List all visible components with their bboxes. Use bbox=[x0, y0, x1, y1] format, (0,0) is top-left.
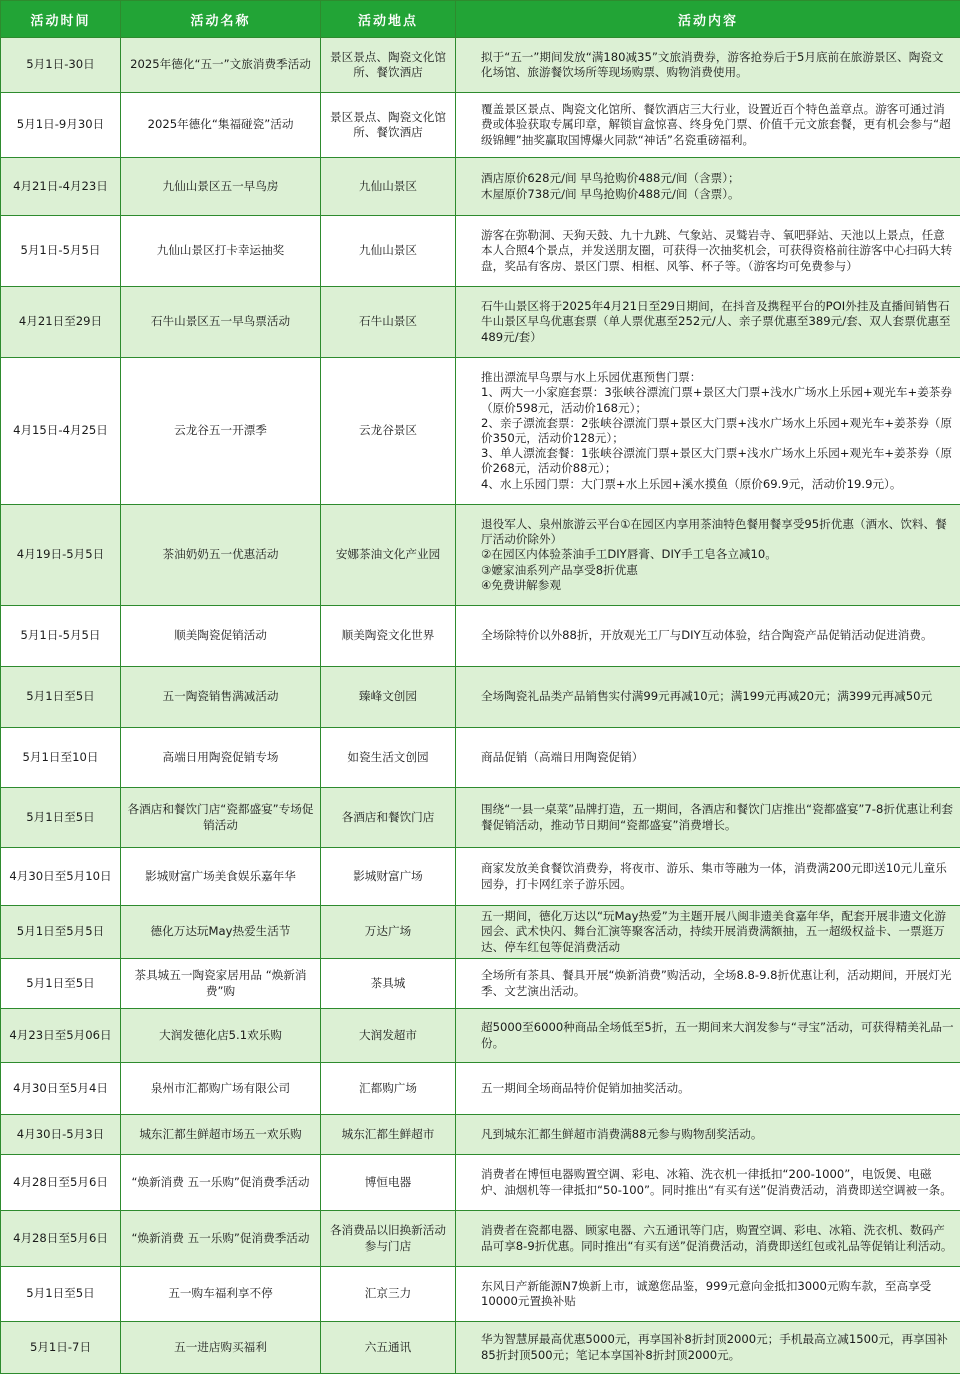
cell-location: 如瓷生活文创园 bbox=[321, 728, 456, 788]
cell-time: 4月23日至5月06日 bbox=[1, 1009, 121, 1063]
cell-name: 茶具城五一陶瓷家居用品 “焕新消费”购 bbox=[121, 959, 321, 1009]
table-row bbox=[1, 1211, 960, 1267]
table-row bbox=[1, 848, 960, 906]
cell-location: 各酒店和餐饮门店 bbox=[321, 788, 456, 848]
header-name: 活动名称 bbox=[121, 1, 321, 38]
cell-location: 石牛山景区 bbox=[321, 287, 456, 358]
cell-name: 九仙山景区五一早鸟房 bbox=[121, 158, 321, 216]
cell-content: 华为智慧屏最高优惠5000元，再享国补8折封顶2000元；手机最高立减1500元，再享国补85折封顶500元；笔记本享国补8折封顶2000元。 bbox=[456, 1322, 960, 1374]
cell-location: 景区景点、陶瓷文化馆所、餐饮酒店 bbox=[321, 38, 456, 93]
cell-time: 5月1日至10日 bbox=[1, 728, 121, 788]
table-row bbox=[1, 906, 960, 959]
cell-time: 5月1日至5日 bbox=[1, 788, 121, 848]
table-row bbox=[1, 287, 960, 358]
cell-content: 五一期间，德化万达以“玩May热爱”为主题开展八闽非遗美食嘉年华，配套开展非遗文化游园会、武术快闪、舞台汇演等聚客活动，持续开展消费满额抽，五一超级权益卡、一票逛万达、停车红包等促消费活动 bbox=[456, 906, 960, 959]
table-row bbox=[1, 158, 960, 216]
table-row bbox=[1, 788, 960, 848]
cell-content: 超5000至6000种商品全场低至5折，五一期间来大润发参与“寻宝”活动，可获得精美礼品一份。 bbox=[456, 1009, 960, 1063]
cell-location: 博恒电器 bbox=[321, 1155, 456, 1211]
table-row bbox=[1, 216, 960, 287]
cell-name: 2025年德化“集福碰瓷”活动 bbox=[121, 93, 321, 158]
cell-time: 5月1日-5月5日 bbox=[1, 216, 121, 287]
cell-time: 5月1日至5日 bbox=[1, 667, 121, 728]
cell-location: 臻峰文创园 bbox=[321, 667, 456, 728]
cell-time: 4月30日至5月4日 bbox=[1, 1063, 121, 1115]
cell-name: 泉州市汇都购广场有限公司 bbox=[121, 1063, 321, 1115]
cell-content: 酒店原价628元/间 早鸟抢购价488元/间（含票）； 木屋原价738元/间 早鸟抢购价488元/间（含票）。 bbox=[456, 158, 960, 216]
cell-name: 各酒店和餐饮门店“瓷都盛宴”专场促销活动 bbox=[121, 788, 321, 848]
cell-name: 德化万达玩May热爱生活节 bbox=[121, 906, 321, 959]
table-row bbox=[1, 1322, 960, 1374]
cell-name: “焕新消费 五一乐购”促消费季活动 bbox=[121, 1211, 321, 1267]
cell-content: 退役军人、泉州旅游云平台①在园区内享用茶油特色餐用餐享受95折优惠（酒水、饮料、餐厅活动价除外） ②在园区内体验茶油手工DIY唇膏、DIY手工皂各立减10。 ③嬷家油系列产品享受8折优惠 ④免费讲解参观 bbox=[456, 505, 960, 606]
cell-content: 东风日产新能源N7焕新上市，诚邀您品鉴，999元意向金抵扣3000元购车款，至高享受10000元置换补贴 bbox=[456, 1267, 960, 1322]
cell-name: 九仙山景区打卡幸运抽奖 bbox=[121, 216, 321, 287]
cell-location: 各消费品以旧换新活动参与门店 bbox=[321, 1211, 456, 1267]
cell-location: 汇京三力 bbox=[321, 1267, 456, 1322]
table-body bbox=[1, 38, 960, 1374]
table-row bbox=[1, 728, 960, 788]
table-row bbox=[1, 1267, 960, 1322]
cell-time: 5月1日-5月5日 bbox=[1, 606, 121, 667]
cell-time: 4月19日-5月5日 bbox=[1, 505, 121, 606]
cell-location: 大润发超市 bbox=[321, 1009, 456, 1063]
cell-content: 全场所有茶具、餐具开展“焕新消费”购活动，全场8.8-9.8折优惠让利，活动期间，开展灯光季、文艺演出活动。 bbox=[456, 959, 960, 1009]
cell-name: 石牛山景区五一早鸟票活动 bbox=[121, 287, 321, 358]
cell-location: 安娜茶油文化产业园 bbox=[321, 505, 456, 606]
cell-name: 顺美陶瓷促销活动 bbox=[121, 606, 321, 667]
cell-time: 4月21日-4月23日 bbox=[1, 158, 121, 216]
cell-name: 五一购车福利享不停 bbox=[121, 1267, 321, 1322]
table-row bbox=[1, 1115, 960, 1155]
cell-time: 5月1日至5日 bbox=[1, 959, 121, 1009]
cell-location: 汇都购广场 bbox=[321, 1063, 456, 1115]
table-row bbox=[1, 1063, 960, 1115]
cell-name: 五一进店购买福利 bbox=[121, 1322, 321, 1374]
cell-content: 拟于“五一”期间发放“满180减35”文旅消费券，游客抢券后于5月底前在旅游景区、陶瓷文化场馆、旅游餐饮场所等现场购票、购物消费使用。 bbox=[456, 38, 960, 93]
cell-location: 九仙山景区 bbox=[321, 158, 456, 216]
table-row bbox=[1, 1155, 960, 1211]
cell-content: 石牛山景区将于2025年4月21日至29日期间，在抖音及携程平台的POI外挂及直播间销售石牛山景区早鸟优惠套票（单人票优惠至252元/人、亲子票优惠至389元/套、双人套票优惠至489元/套） bbox=[456, 287, 960, 358]
cell-time: 4月15日-4月25日 bbox=[1, 358, 121, 505]
cell-name: “焕新消费 五一乐购”促消费季活动 bbox=[121, 1155, 321, 1211]
cell-content: 凡到城东汇都生鲜超市消费满88元参与购物刮奖活动。 bbox=[456, 1115, 960, 1155]
header-row bbox=[1, 1, 960, 38]
cell-content: 五一期间全场商品特价促销加抽奖活动。 bbox=[456, 1063, 960, 1115]
cell-location: 九仙山景区 bbox=[321, 216, 456, 287]
cell-content: 全场除特价以外88折，开放观光工厂与DIY互动体验，结合陶瓷产品促销活动促进消费。 bbox=[456, 606, 960, 667]
cell-name: 大润发德化店5.1欢乐购 bbox=[121, 1009, 321, 1063]
cell-time: 5月1日至5日 bbox=[1, 1267, 121, 1322]
header-time: 活动时间 bbox=[1, 1, 121, 38]
cell-content: 覆盖景区景点、陶瓷文化馆所、餐饮酒店三大行业，设置近百个特色盖章点。游客可通过消费或体验获取专属印章，解锁盲盒惊喜、终身免门票、价值千元文旅套餐，更有机会参与“超级锦鲤”抽奖赢取国博爆火同款“神话”名瓷重磅福利。 bbox=[456, 93, 960, 158]
table-row bbox=[1, 959, 960, 1009]
cell-content: 全场陶瓷礼品类产品销售实付满99元再减10元；满199元再减20元；满399元再减50元 bbox=[456, 667, 960, 728]
cell-time: 5月1日-7日 bbox=[1, 1322, 121, 1374]
cell-content: 商家发放美食餐饮消费券，将夜市、游乐、集市等融为一体，消费满200元即送10元儿童乐园券，打卡网红亲子游乐园。 bbox=[456, 848, 960, 906]
table-row bbox=[1, 38, 960, 93]
header-location: 活动地点 bbox=[321, 1, 456, 38]
cell-name: 云龙谷五一开漂季 bbox=[121, 358, 321, 505]
cell-location: 六五通讯 bbox=[321, 1322, 456, 1374]
table-row bbox=[1, 667, 960, 728]
cell-time: 5月1日-9月30日 bbox=[1, 93, 121, 158]
cell-name: 茶油奶奶五一优惠活动 bbox=[121, 505, 321, 606]
cell-content: 消费者在瓷都电器、顾家电器、六五通讯等门店，购置空调、彩电、冰箱、洗衣机、数码产品可享8-9折优惠。同时推出“有买有送”促消费活动，消费即送红包或礼品等促销让利活动。 bbox=[456, 1211, 960, 1267]
cell-time: 4月30日-5月3日 bbox=[1, 1115, 121, 1155]
cell-time: 4月28日至5月6日 bbox=[1, 1211, 121, 1267]
table-row bbox=[1, 606, 960, 667]
table-row bbox=[1, 358, 960, 505]
cell-name: 2025年德化“五一”文旅消费季活动 bbox=[121, 38, 321, 93]
cell-location: 景区景点、陶瓷文化馆所、餐饮酒店 bbox=[321, 93, 456, 158]
cell-time: 5月1日-30日 bbox=[1, 38, 121, 93]
header-content: 活动内容 bbox=[456, 1, 960, 38]
cell-time: 4月28日至5月6日 bbox=[1, 1155, 121, 1211]
table-row bbox=[1, 1009, 960, 1063]
cell-time: 4月30日至5月10日 bbox=[1, 848, 121, 906]
cell-content: 消费者在博恒电器购置空调、彩电、冰箱、洗衣机一律抵扣“200-1000”，电饭煲、电磁炉、油烟机等一律抵扣“50-100”。同时推出“有买有送”促消费活动，消费即送空调被一条。 bbox=[456, 1155, 960, 1211]
cell-content: 围绕“一县一桌菜”品牌打造，五一期间，各酒店和餐饮门店推出“瓷都盛宴”7-8折优惠让利套餐促销活动，推动节日期间“瓷都盛宴”消费增长。 bbox=[456, 788, 960, 848]
cell-content: 推出漂流早鸟票与水上乐园优惠预售门票： 1、两大一小家庭套票：3张峡谷漂流门票+景区大门票+浅水广场水上乐园+观光车+姜茶券（原价598元，活动价168元）； 2、亲子漂流套票：2张峡谷漂流门票+景区大门票+浅水广场水上乐园+观光车+姜茶券（原价350元，活动价128元）； 3、单人漂流套餐：1张峡谷漂流门票+景区大门票+浅水广场水上乐园+观光车+姜茶券（原价268元，活动价88元）； 4、水上乐园门票：大门票+水上乐园+溪水摸鱼（原价69.9元，活动价19.9元）。 bbox=[456, 358, 960, 505]
cell-content: 商品促销（高端日用陶瓷促销） bbox=[456, 728, 960, 788]
cell-location: 影城财富广场 bbox=[321, 848, 456, 906]
cell-time: 4月21日至29日 bbox=[1, 287, 121, 358]
cell-name: 高端日用陶瓷促销专场 bbox=[121, 728, 321, 788]
table-row bbox=[1, 505, 960, 606]
cell-location: 城东汇都生鲜超市 bbox=[321, 1115, 456, 1155]
cell-name: 五一陶瓷销售满减活动 bbox=[121, 667, 321, 728]
cell-location: 茶具城 bbox=[321, 959, 456, 1009]
cell-location: 万达广场 bbox=[321, 906, 456, 959]
cell-name: 城东汇都生鲜超市场五一欢乐购 bbox=[121, 1115, 321, 1155]
cell-content: 游客在弥勒洞、天狗天鼓、九十九跳、气象站、灵鹫岩寺、氧吧驿站、天池以上景点，任意本人合照4个景点，并发送朋友圈，可获得一次抽奖机会，可获得资格前往游客中心扫码大转盘，奖品有客房、景区门票、相框、风筝、杯子等。（游客均可免费参与） bbox=[456, 216, 960, 287]
cell-location: 顺美陶瓷文化世界 bbox=[321, 606, 456, 667]
table-row bbox=[1, 93, 960, 158]
cell-location: 云龙谷景区 bbox=[321, 358, 456, 505]
cell-time: 5月1日至5月5日 bbox=[1, 906, 121, 959]
cell-name: 影城财富广场美食娱乐嘉年华 bbox=[121, 848, 321, 906]
